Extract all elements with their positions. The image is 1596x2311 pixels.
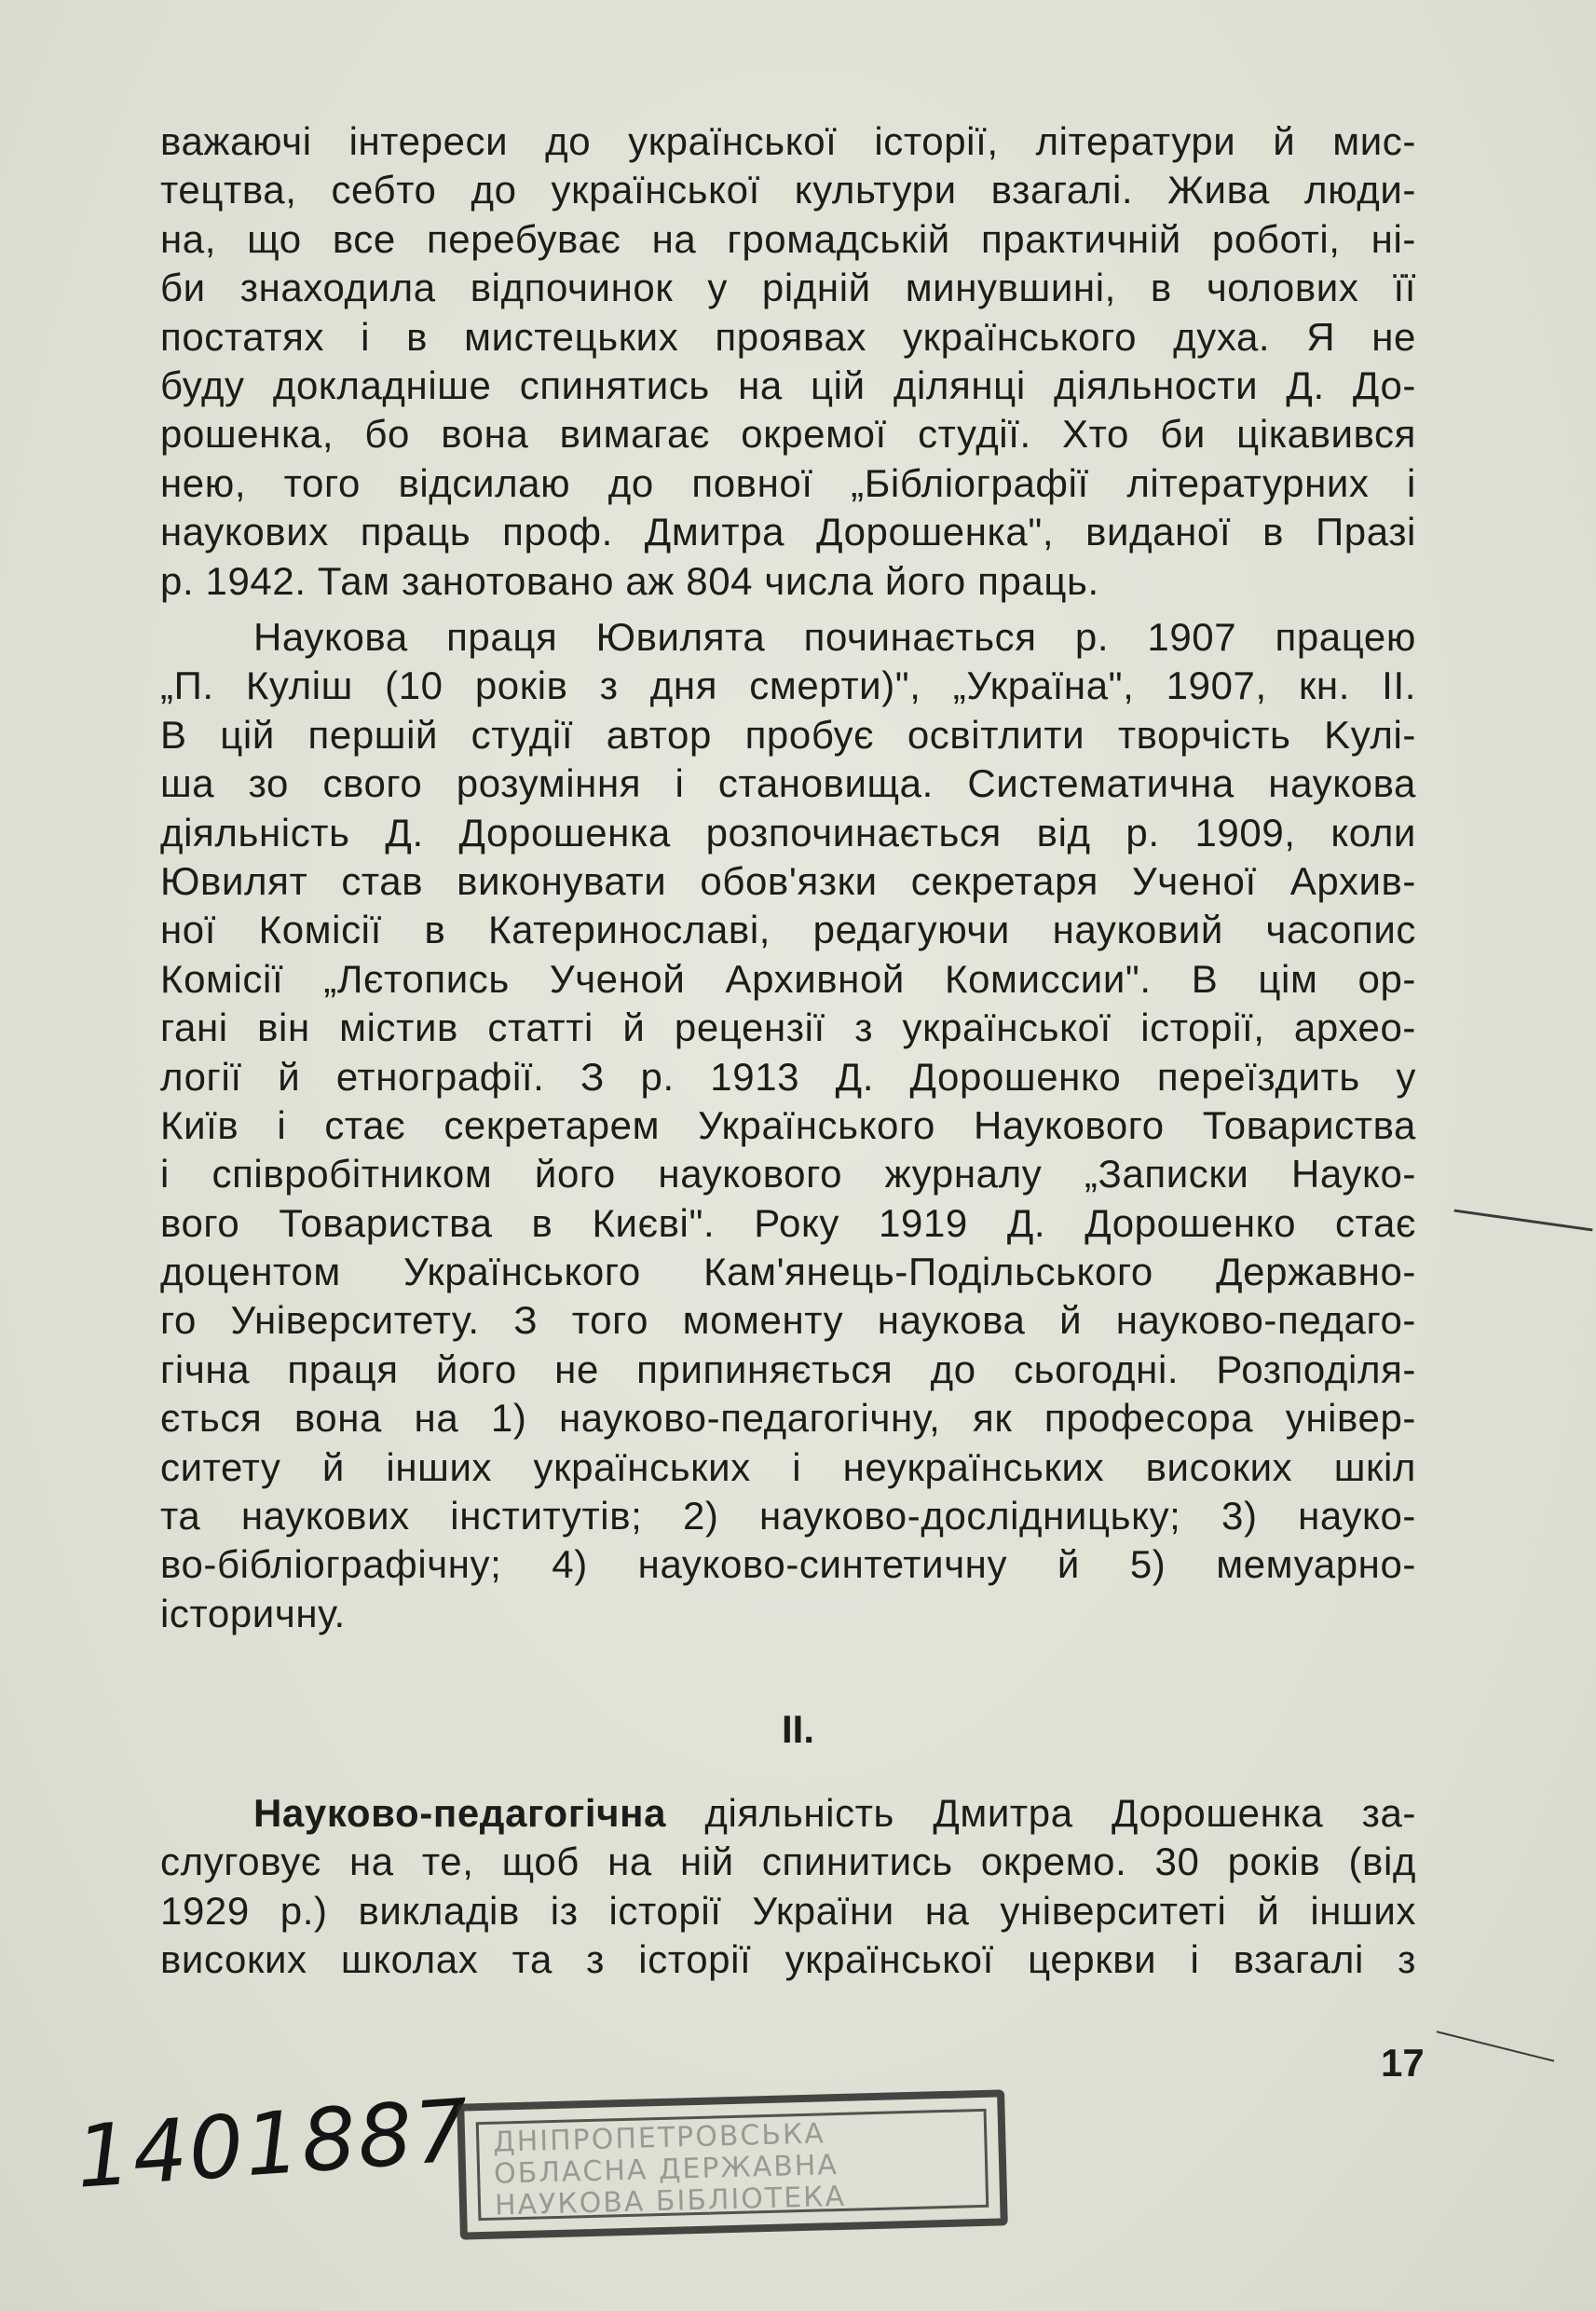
- section-heading: II.: [781, 1707, 814, 1751]
- text-line: ної Комісії в Катеринославі, редагуючи науковий часопис: [160, 908, 1416, 952]
- text-line: [160, 1789, 1416, 1838]
- text-line: Комісії „Лєтопись Ученой Архивной Комиссии". В цім ор-: [160, 956, 1416, 1001]
- text-fragment: діяльність Дмитра Дорошенка за-: [666, 1791, 1416, 1835]
- text-line: доцентом Українського Кам'янець-Подільського Державно-: [160, 1250, 1416, 1294]
- text-line: логії й етнографії. З р. 1913 Д. Дорошенко переїздить у: [160, 1054, 1416, 1099]
- paragraph-1: [160, 117, 1416, 606]
- text-line: гані він містив статті й рецензії з української історії, архео-: [160, 1005, 1416, 1050]
- text-line: во-бібліографічну; 4) науково-синтетичну й 5) мемуарно-: [160, 1542, 1416, 1587]
- paragraph-3: [160, 1789, 1416, 1985]
- text-line: би знаходила відпочинок у рідній минувшині, в чолових її: [160, 266, 1416, 310]
- text-line: тецтва, себто до української культури взагалі. Жива люди-: [160, 168, 1416, 212]
- page-number: 17: [1381, 2041, 1425, 2085]
- text-line: Київ і стає секретарем Українського Наукового Товариства: [160, 1102, 1416, 1147]
- text-line: вого Товариства в Києві". Року 1919 Д. Дорошенко стає: [160, 1200, 1416, 1245]
- text-line: рошенка, бо вона вимагає окремої студії. Хто би цікавився: [160, 412, 1416, 457]
- paragraph-2: [160, 613, 1416, 1638]
- text-line: на, що все перебуває на громадській практичній роботі, ні-: [160, 216, 1416, 261]
- handwritten-inventory-number: 1401887: [73, 2080, 474, 2208]
- text-line: Наукова праця Ювилята починається р. 1907 працею: [253, 615, 1416, 659]
- text-line: і співробітником його наукового журналу „Записки Науко-: [160, 1152, 1416, 1197]
- stamp-line: ОБЛАСНА ДЕРЖАВНА: [493, 2149, 839, 2191]
- text-line: буду докладніше спинятись на цій ділянці діяльности Д. До-: [160, 362, 1416, 407]
- library-stamp: [457, 2089, 1008, 2239]
- text-line: р. 1942. Там занотовано аж 804 числа його праць.: [160, 558, 1099, 603]
- text-line: ситету й інших українських і неукраїнських високих шкіл: [160, 1444, 1416, 1489]
- stamp-line: ДНІПРОПЕТРОВСЬКА: [492, 2117, 826, 2159]
- stamp-text: [493, 2114, 981, 2222]
- text-line: діяльність Д. Дорошенка розпочинається від р. 1909, коли: [160, 810, 1416, 855]
- text-line: „П. Куліш (10 років з дня смерти)", „Україна", 1907, кн. II.: [160, 663, 1416, 708]
- text-line: Ювилят став виконувати обов'язки секретаря Ученої Архив-: [160, 858, 1416, 903]
- text-line: ється вона на 1) науково-педагогічну, як професора універ-: [160, 1396, 1416, 1441]
- text-line: та наукових інститутів; 2) науково-дослідницьку; 3) науко-: [160, 1494, 1416, 1538]
- text-line: слуговує на те, щоб на ній спинитись окремо. 30 років (від: [160, 1839, 1416, 1884]
- bold-lead-term: Науково-педагогічна: [253, 1791, 667, 1835]
- text-line: постатях і в мистецьких проявах українського духа. Я не: [160, 314, 1416, 359]
- stamp-line: НАУКОВА БІБЛІОТЕКА: [494, 2180, 847, 2222]
- text-line: гічна праця його не припиняється до сьогодні. Розподіля-: [160, 1347, 1416, 1391]
- text-line: го Університету. З того моменту наукова й науково-педаго-: [160, 1298, 1416, 1343]
- text-line: наукових праць проф. Дмитра Дорошенка", виданої в Празі: [160, 510, 1416, 554]
- text-line: 1929 р.) викладів із історії України на університеті й інших: [160, 1888, 1416, 1933]
- text-line: важаючі інтереси до української історії, літератури й мис-: [160, 119, 1416, 163]
- text-line: ша зо свого розуміння і становища. Систематична наукова: [160, 761, 1416, 806]
- text-line: В цій першій студії автор пробує освітлити творчість Kулі-: [160, 712, 1416, 757]
- text-line: історичну.: [160, 1591, 346, 1635]
- text-line: нею, того відсилаю до повної „Бібліографії літературних і: [160, 460, 1416, 505]
- text-line: високих школах та з історії української церкви і взагалі з: [160, 1937, 1416, 1982]
